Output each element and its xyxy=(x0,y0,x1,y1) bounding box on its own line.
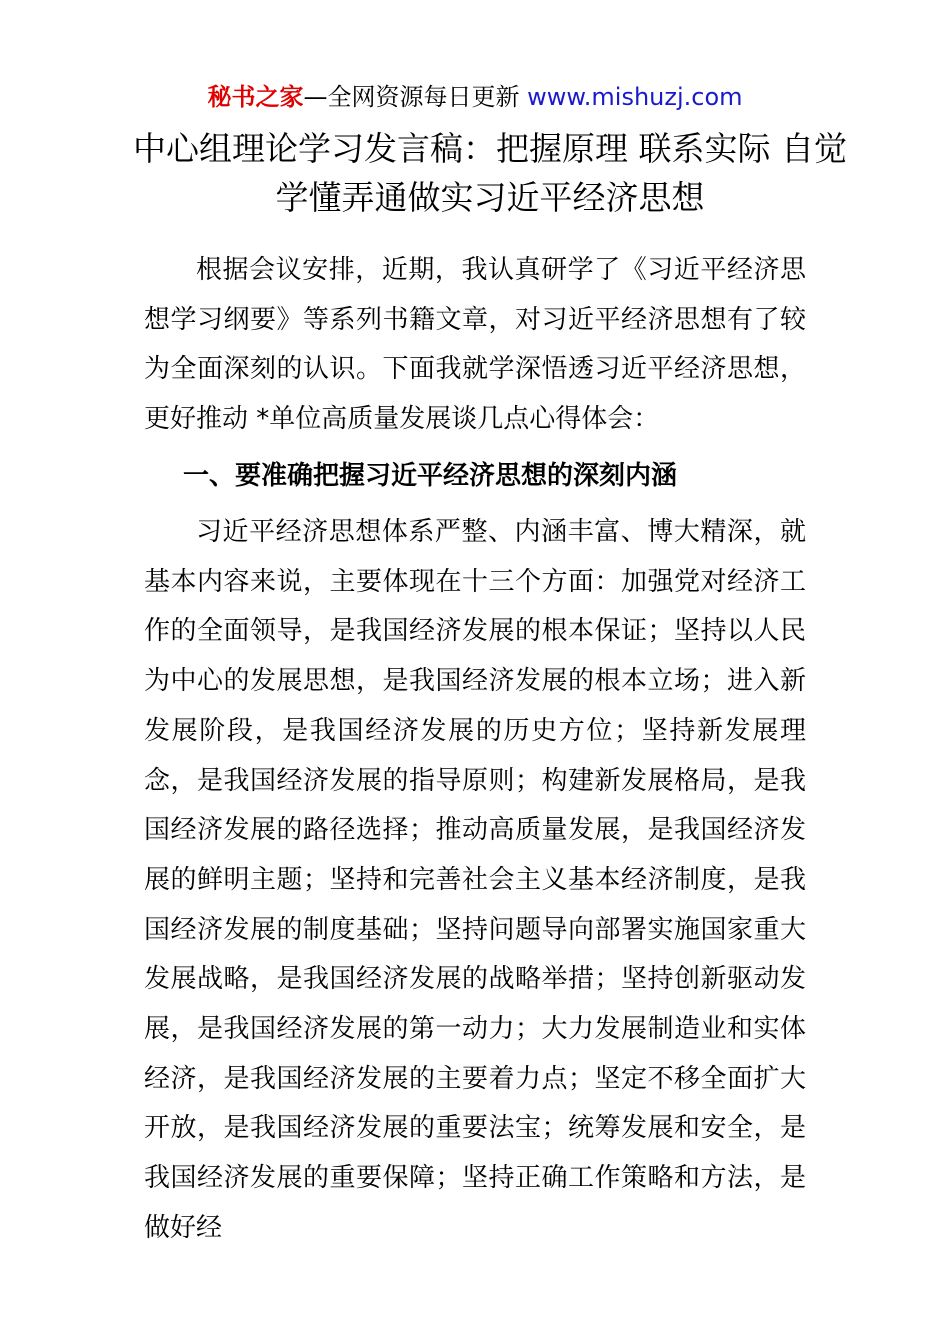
site-tagline: —全网资源每日更新 xyxy=(303,83,520,111)
site-url-link[interactable]: www.mishuzj.com xyxy=(527,83,743,111)
intro-paragraph: 根据会议安排，近期，我认真研学了《习近平经济思想学习纲要》等系列书籍文章，对习近平经济思想有了较为全面深刻的认识。下面我就学深悟透习近平经济思想，更好推动 *单位高质量发展谈几点心得体会： xyxy=(144,255,806,435)
section-heading-1: 一、要准确把握习近平经济思想的深刻内涵 xyxy=(183,461,678,491)
site-brand: 秘书之家 xyxy=(207,83,304,111)
site-header xyxy=(0,80,950,114)
document-title: 中心组理论学习发言稿：把握原理 联系实际 自觉学懂弄通做实习近平经济思想 xyxy=(133,129,847,217)
section-1-paragraph: 习近平经济思想体系严整、内涵丰富、博大精深，就基本内容来说，主要体现在十三个方面：加强党对经济工作的全面领导，是我国经济发展的根本保证；坚持以人民为中心的发展思想，是我国经济发展的根本立场；进入新发展阶段，是我国经济发展的历史方位；坚持新发展理念，是我国经济发展的指导原则；构建新发展格局，是我国经济发展的路径选择；推动高质量发展，是我国经济发展的鲜明主题；坚持和完善社会主义基本经济制度，是我国经济发展的制度基础；坚持问题导向部署实施国家重大发展战略，是我国经济发展的战略举措；坚持创新驱动发展，是我国经济发展的第一动力；大力发展制造业和实体经济，是我国经济发展的主要着力点；坚定不移全面扩大开放，是我国经济发展的重要法宝；统筹发展和安全，是我国经济发展的重要保障；坚持正确工作策略和方法，是做好经 xyxy=(144,517,806,1243)
